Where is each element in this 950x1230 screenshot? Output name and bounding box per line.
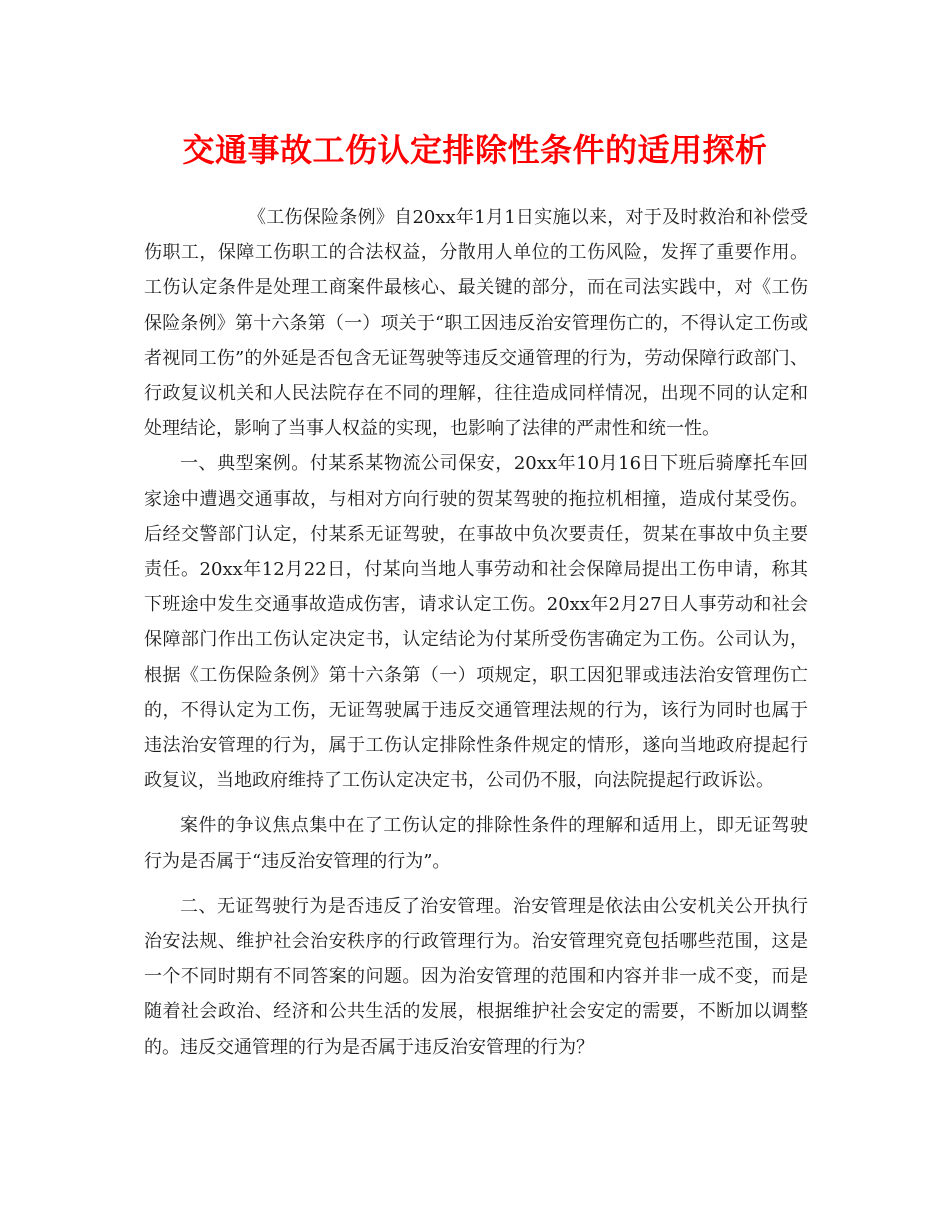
- document-body: [144, 200, 808, 1065]
- paragraph-dispute-focus: 案件的争议焦点集中在了工伤认定的排除性条件的理解和适用上，即无证驾驶行为是否属于“违反治安管理的行为”。: [144, 815, 808, 872]
- paragraph-intro: 《工伤保险条例》自20xx年1月1日实施以来，对于及时救治和补偿受伤职工，保障工伤职工的合法权益，分散用人单位的工伤风险，发挥了重要作用。工伤认定条件是处理工商案件最核心、最关键的部分，而在司法实践中，对《工伤保险条例》第十六条第（一）项关于“职工因违反治安管理伤亡的，不得认定工伤或者视同工伤”的外延是否包含无证驾驶等违反交通管理的行为，劳动保障行政部门、行政复议机关和人民法院存在不同的理解，往往造成同样情况，出现不同的认定和处理结论，影响了当事人权益的实现，也影响了法律的严肃性和统一性。: [144, 207, 808, 440]
- document-title: 交通事故工伤认定排除性条件的适用探析: [182, 131, 768, 169]
- paragraph-public-order-analysis: 二、无证驾驶行为是否违反了治安管理。治安管理是依法由公安机关公开执行治安法规、维护社会治安秩序的行政管理行为。治安管理究竟包括哪些范围，这是一个不同时期有不同答案的问题。因为治安管理的范围和内容并非一成不变，而是随着社会政治、经济和公共生活的发展，根据维护社会安定的需要，不断加以调整的。违反交通管理的行为是否属于违反治安管理的行为？: [144, 895, 808, 1058]
- paragraph-typical-case: 一、典型案例。付某系某物流公司保安，20xx年10月16日下班后骑摩托车回家途中遭遇交通事故，与相对方向行驶的贺某驾驶的拖拉机相撞，造成付某受伤。后经交警部门认定，付某系无证驾驶，在事故中负次要责任，贺某在事故中负主要责任。20xx年12月22日，付某向当地人事劳动和社会保障局提出工伤申请，称其下班途中发生交通事故造成伤害，请求认定工伤。20xx年2月27日人事劳动和社会保障部门作出工伤认定决定书，认定结论为付某所受伤害确定为工伤。公司认为，根据《工伤保险条例》第十六条第（一）项规定，职工因犯罪或违法治安管理伤亡的，不得认定为工伤，无证驾驶属于违反交通管理法规的行为，该行为同时也属于违法治安管理的行为，属于工伤认定排除性条件规定的情形，遂向当地政府提起行政复议，当地政府维持了工伤认定决定书，公司仍不服，向法院提起行政诉讼。: [144, 453, 808, 792]
